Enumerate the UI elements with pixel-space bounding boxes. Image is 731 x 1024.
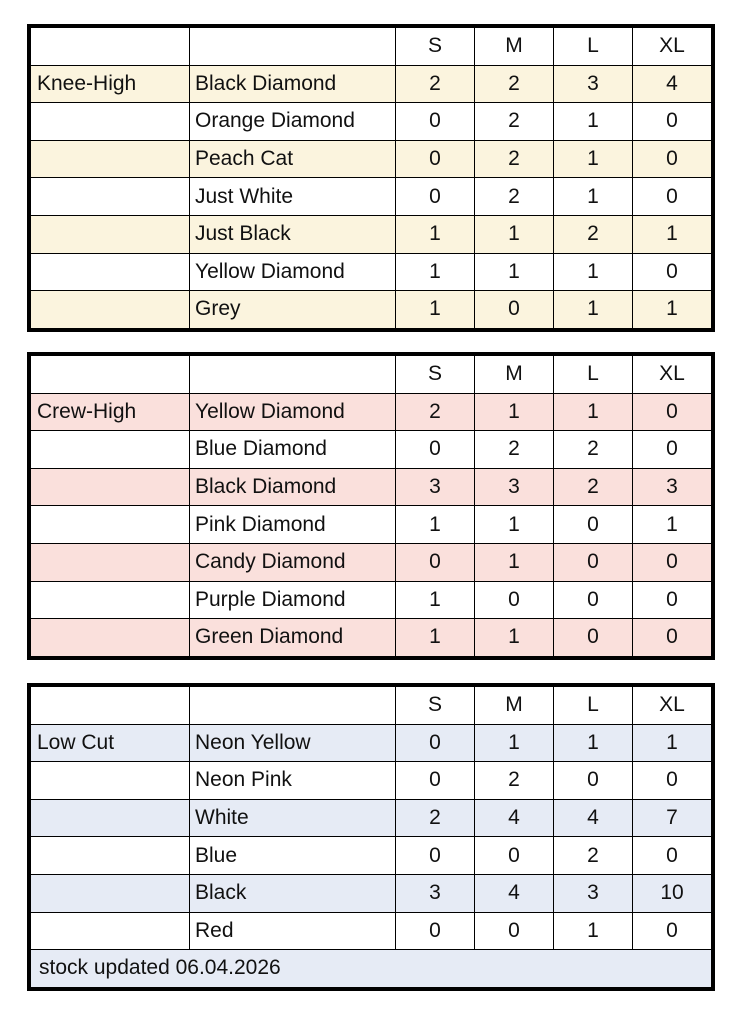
stock-count-s: 0 xyxy=(396,178,475,216)
table-row xyxy=(29,431,713,469)
product-name: Yellow Diamond xyxy=(190,253,396,291)
stock-count-xl: 0 xyxy=(633,253,714,291)
stock-count-xl: 0 xyxy=(633,103,714,141)
category-empty-cell xyxy=(29,291,190,330)
category-label: Low Cut xyxy=(29,724,190,762)
stock-count-s: 0 xyxy=(396,837,475,875)
table-row xyxy=(29,140,713,178)
stock-count-m: 3 xyxy=(475,468,554,506)
stock-count-m: 2 xyxy=(475,65,554,103)
stock-count-xl: 0 xyxy=(633,837,714,875)
stock-count-l: 1 xyxy=(554,912,633,950)
stock-count-s: 1 xyxy=(396,506,475,544)
stock-count-m: 2 xyxy=(475,140,554,178)
header-blank-cell xyxy=(190,354,396,393)
stock-count-xl: 1 xyxy=(633,506,714,544)
table-row xyxy=(29,506,713,544)
stock-count-s: 1 xyxy=(396,619,475,658)
table-row xyxy=(29,178,713,216)
product-name: Black Diamond xyxy=(190,468,396,506)
product-name: Red xyxy=(190,912,396,950)
stock-count-l: 3 xyxy=(554,874,633,912)
stock-count-s: 0 xyxy=(396,140,475,178)
stock-count-xl: 0 xyxy=(633,178,714,216)
stock-count-l: 1 xyxy=(554,291,633,330)
header-row xyxy=(29,354,713,393)
product-name: Blue Diamond xyxy=(190,431,396,469)
stock-count-xl: 10 xyxy=(633,874,714,912)
stock-count-m: 2 xyxy=(475,431,554,469)
stock-count-xl: 0 xyxy=(633,140,714,178)
stock-count-m: 0 xyxy=(475,837,554,875)
table-row xyxy=(29,762,713,800)
crew-high-table xyxy=(27,352,715,660)
stock-count-xl: 1 xyxy=(633,215,714,253)
stock-count-l: 0 xyxy=(554,543,633,581)
stock-count-l: 2 xyxy=(554,468,633,506)
product-name: Grey xyxy=(190,291,396,330)
product-name: Orange Diamond xyxy=(190,103,396,141)
size-header-m: M xyxy=(475,26,554,65)
product-name: Candy Diamond xyxy=(190,543,396,581)
stock-count-m: 0 xyxy=(475,291,554,330)
product-name: Green Diamond xyxy=(190,619,396,658)
stock-count-m: 1 xyxy=(475,506,554,544)
stock-count-l: 1 xyxy=(554,103,633,141)
table-row xyxy=(29,393,713,431)
table-row xyxy=(29,291,713,330)
stock-count-xl: 0 xyxy=(633,762,714,800)
category-empty-cell xyxy=(29,543,190,581)
header-blank-cell xyxy=(190,26,396,65)
category-empty-cell xyxy=(29,762,190,800)
size-header-xl: XL xyxy=(633,26,714,65)
category-empty-cell xyxy=(29,215,190,253)
product-name: Peach Cat xyxy=(190,140,396,178)
product-name: Yellow Diamond xyxy=(190,393,396,431)
stock-count-m: 0 xyxy=(475,581,554,619)
size-header-xl: XL xyxy=(633,685,714,724)
product-name: Pink Diamond xyxy=(190,506,396,544)
category-empty-cell xyxy=(29,874,190,912)
stock-count-m: 0 xyxy=(475,912,554,950)
size-header-s: S xyxy=(396,354,475,393)
knee-high-table xyxy=(27,24,715,332)
product-name: Neon Yellow xyxy=(190,724,396,762)
stock-count-l: 0 xyxy=(554,506,633,544)
stock-count-s: 1 xyxy=(396,215,475,253)
table-row xyxy=(29,874,713,912)
stock-count-xl: 7 xyxy=(633,799,714,837)
stock-count-s: 2 xyxy=(396,393,475,431)
stock-count-xl: 0 xyxy=(633,619,714,658)
product-name: Just White xyxy=(190,178,396,216)
table-row xyxy=(29,619,713,658)
category-empty-cell xyxy=(29,468,190,506)
stock-count-m: 2 xyxy=(475,103,554,141)
stock-count-xl: 1 xyxy=(633,291,714,330)
stock-count-m: 1 xyxy=(475,215,554,253)
size-header-m: M xyxy=(475,354,554,393)
table-row xyxy=(29,724,713,762)
stock-count-xl: 4 xyxy=(633,65,714,103)
header-row xyxy=(29,26,713,65)
stock-count-l: 0 xyxy=(554,581,633,619)
stock-count-s: 2 xyxy=(396,65,475,103)
category-empty-cell xyxy=(29,140,190,178)
stock-count-s: 0 xyxy=(396,431,475,469)
category-empty-cell xyxy=(29,506,190,544)
category-empty-cell xyxy=(29,799,190,837)
product-name: Black Diamond xyxy=(190,65,396,103)
table-row xyxy=(29,581,713,619)
table-row xyxy=(29,543,713,581)
stock-count-m: 1 xyxy=(475,393,554,431)
category-empty-cell xyxy=(29,581,190,619)
table-row xyxy=(29,837,713,875)
stock-count-m: 4 xyxy=(475,799,554,837)
category-empty-cell xyxy=(29,619,190,658)
stock-count-l: 1 xyxy=(554,393,633,431)
stock-count-s: 0 xyxy=(396,543,475,581)
stock-count-l: 4 xyxy=(554,799,633,837)
product-name: White xyxy=(190,799,396,837)
stock-count-l: 1 xyxy=(554,724,633,762)
header-blank-cell xyxy=(29,26,190,65)
stock-updated-note: stock updated 06.04.2026 xyxy=(29,950,713,989)
stock-count-xl: 0 xyxy=(633,393,714,431)
stock-count-xl: 0 xyxy=(633,543,714,581)
category-label: Crew-High xyxy=(29,393,190,431)
size-header-l: L xyxy=(554,354,633,393)
stock-count-l: 2 xyxy=(554,431,633,469)
category-empty-cell xyxy=(29,837,190,875)
product-name: Black xyxy=(190,874,396,912)
stock-count-l: 0 xyxy=(554,619,633,658)
category-empty-cell xyxy=(29,253,190,291)
product-name: Just Black xyxy=(190,215,396,253)
category-empty-cell xyxy=(29,431,190,469)
product-name: Neon Pink xyxy=(190,762,396,800)
size-header-xl: XL xyxy=(633,354,714,393)
category-label: Knee-High xyxy=(29,65,190,103)
size-header-l: L xyxy=(554,685,633,724)
stock-count-l: 0 xyxy=(554,762,633,800)
table-row xyxy=(29,912,713,950)
size-header-s: S xyxy=(396,685,475,724)
stock-count-s: 2 xyxy=(396,799,475,837)
table-row xyxy=(29,799,713,837)
footer-row xyxy=(29,950,713,989)
product-name: Purple Diamond xyxy=(190,581,396,619)
category-empty-cell xyxy=(29,103,190,141)
header-row xyxy=(29,685,713,724)
stock-count-m: 1 xyxy=(475,543,554,581)
stock-count-s: 0 xyxy=(396,762,475,800)
size-header-s: S xyxy=(396,26,475,65)
low-cut-table xyxy=(27,683,715,991)
table-row xyxy=(29,215,713,253)
stock-count-l: 3 xyxy=(554,65,633,103)
stock-count-m: 2 xyxy=(475,178,554,216)
table-row xyxy=(29,253,713,291)
stock-count-s: 0 xyxy=(396,724,475,762)
header-blank-cell xyxy=(190,685,396,724)
stock-count-m: 2 xyxy=(475,762,554,800)
stock-count-m: 4 xyxy=(475,874,554,912)
stock-count-m: 1 xyxy=(475,619,554,658)
stock-count-s: 1 xyxy=(396,581,475,619)
stock-count-m: 1 xyxy=(475,724,554,762)
stock-count-xl: 0 xyxy=(633,431,714,469)
stock-count-l: 1 xyxy=(554,253,633,291)
stock-count-l: 2 xyxy=(554,215,633,253)
category-empty-cell xyxy=(29,912,190,950)
stock-count-xl: 0 xyxy=(633,581,714,619)
header-blank-cell xyxy=(29,685,190,724)
stock-count-s: 1 xyxy=(396,253,475,291)
header-blank-cell xyxy=(29,354,190,393)
size-header-l: L xyxy=(554,26,633,65)
stock-count-l: 1 xyxy=(554,178,633,216)
stock-count-xl: 0 xyxy=(633,912,714,950)
stock-count-l: 2 xyxy=(554,837,633,875)
table-row xyxy=(29,65,713,103)
stock-count-xl: 3 xyxy=(633,468,714,506)
stock-count-xl: 1 xyxy=(633,724,714,762)
table-row xyxy=(29,103,713,141)
stock-count-s: 1 xyxy=(396,291,475,330)
stock-count-m: 1 xyxy=(475,253,554,291)
size-header-m: M xyxy=(475,685,554,724)
stock-count-s: 3 xyxy=(396,468,475,506)
stock-count-s: 0 xyxy=(396,103,475,141)
stock-count-s: 0 xyxy=(396,912,475,950)
stock-count-s: 3 xyxy=(396,874,475,912)
category-empty-cell xyxy=(29,178,190,216)
table-row xyxy=(29,468,713,506)
product-name: Blue xyxy=(190,837,396,875)
stock-count-l: 1 xyxy=(554,140,633,178)
